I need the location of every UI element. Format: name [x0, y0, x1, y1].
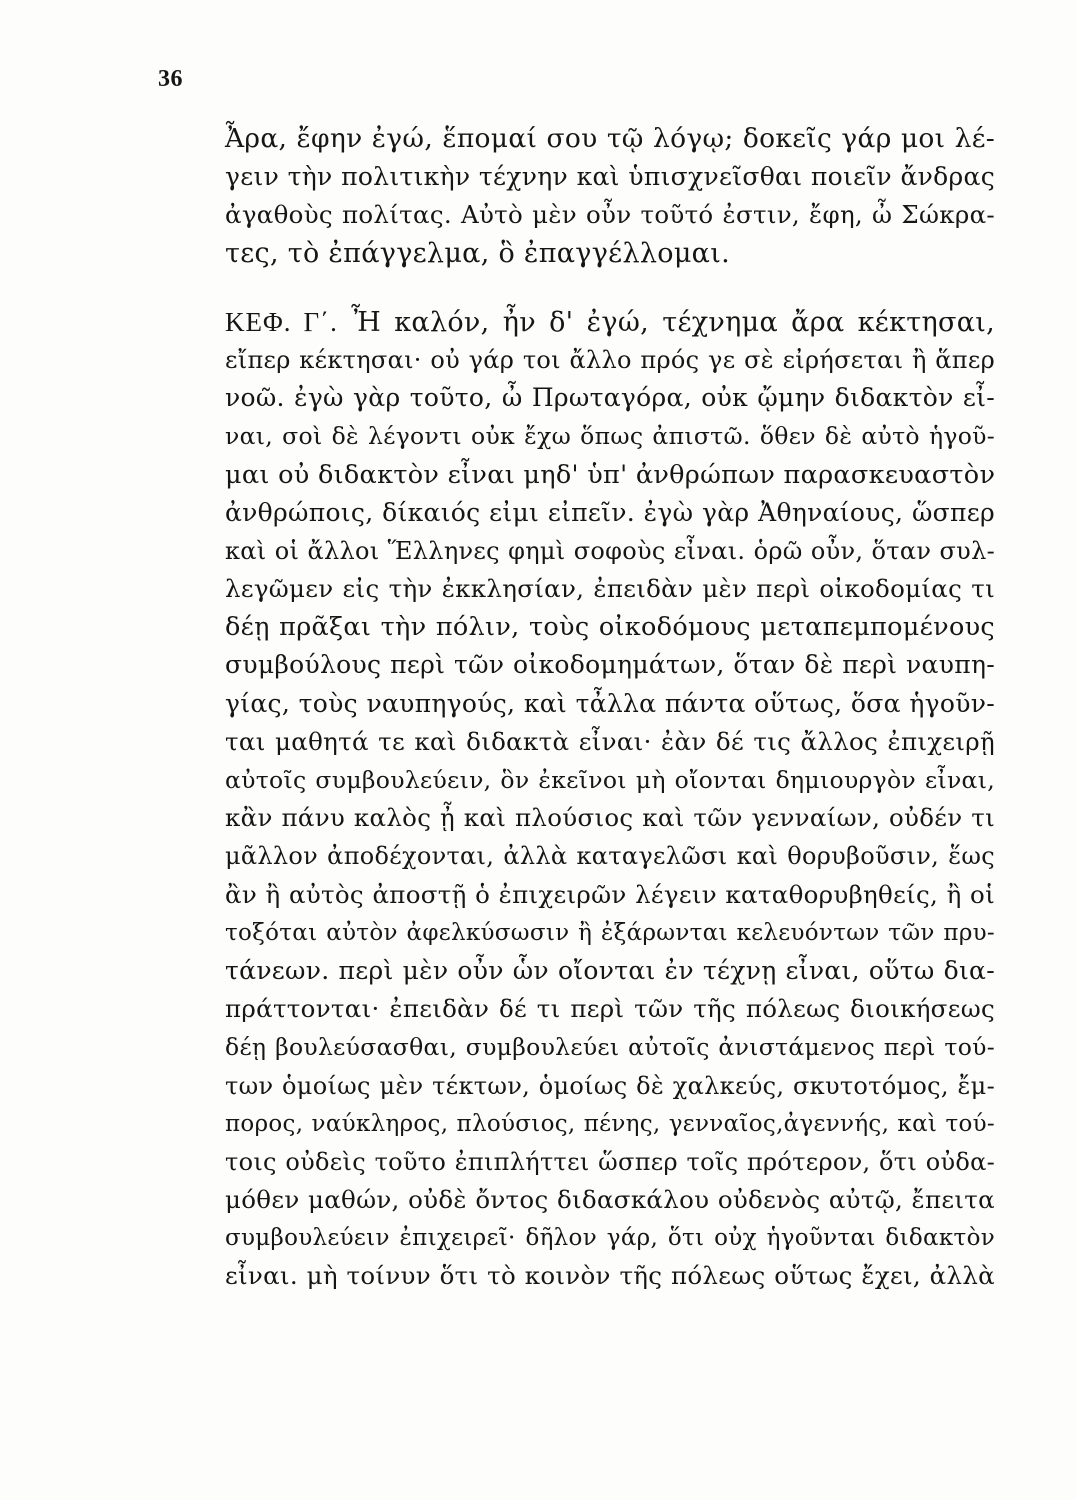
paragraph-1: [225, 120, 995, 273]
text-line-first: [225, 303, 995, 341]
text-line: ναι, σοὶ δὲ λέγοντι οὐκ ἔχω ὅπως ἀπιστῶ. ὅθεν δὲ αὐτὸ ἡγοῦ-: [225, 422, 995, 451]
text-line: ἀγαθοὺς πολίτας. Αὐτὸ μὲν οὖν τοῦτό ἐστιν, ἔφη, ὦ Σώκρα-: [225, 200, 995, 230]
text-line: ἂν ἢ αὐτὸς ἀποστῇ ὁ ἐπιχειρῶν λέγειν καταθορυβηθείς, ἢ οἱ: [225, 879, 995, 909]
text-line: καὶ οἱ ἄλλοι Ἕλληνες φημὶ σοφοὺς εἶναι. ὁρῶ οὖν, ὅταν συλ-: [225, 536, 995, 565]
text-line: πορος, ναύκληρος, πλούσιος, πένης, γενναῖος,ἀγεννής, καὶ τού-: [225, 1110, 995, 1137]
text-line: εἴπερ κέκτησαι· οὐ γάρ τοι ἄλλο πρός γε σὲ εἰρήσεται ἢ ἅπερ: [225, 345, 995, 374]
text-line: μᾶλλον ἀποδέχονται, ἀλλὰ καταγελῶσι καὶ θορυβοῦσιν, ἕως: [225, 842, 995, 871]
text-line: ἀνθρώποις, δίκαιός εἰμι εἰπεῖν. ἐγὼ γὰρ Ἀθηναίους, ὥσπερ: [225, 497, 995, 527]
text-line: γειν τὴν πολιτικὴν τέχνην καὶ ὑπισχνεῖσθαι ποιεῖν ἄνδρας: [225, 162, 995, 192]
main-text: [225, 120, 995, 1296]
text-line: κἂν πάνυ καλὸς ᾖ καὶ πλούσιος καὶ τῶν γενναίων, οὐδέν τι: [225, 803, 995, 833]
text-line: νοῶ. ἐγὼ γὰρ τοῦτο, ὦ Πρωταγόρα, οὐκ ᾤμην διδακτὸν εἶ-: [225, 383, 995, 413]
text-line: γίας, τοὺς ναυπηγούς, καὶ τἆλλα πάντα οὕτως, ὅσα ἡγοῦν-: [225, 688, 995, 718]
text-line: τες, τὸ ἐπάγγελμα, ὃ ἐπαγγέλλομαι.: [225, 237, 730, 269]
text-line: δέῃ πρᾶξαι τὴν πόλιν, τοὺς οἰκοδόμους μεταπεμπομένους: [225, 612, 995, 643]
text-line: συμβουλεύειν ἐπιχειρεῖ· δῆλον γάρ, ὅτι οὐχ ἡγοῦνται διδακτὸν: [225, 1225, 995, 1252]
text-line: τάνεων. περὶ μὲν οὖν ὧν οἴονται ἐν τέχνῃ εἶναι, οὕτω δια-: [225, 955, 995, 985]
text-line: εἶναι. μὴ τοίνυν ὅτι τὸ κοινὸν τῆς πόλεως οὕτως ἔχει, ἀλλὰ: [225, 1261, 995, 1291]
text-line: τοξόται αὐτὸν ἀφελκύσωσιν ἢ ἐξάρωνται κελευόντων τῶν πρυ-: [225, 919, 995, 946]
text-line: συμβούλους περὶ τῶν οἰκοδομημάτων, ὅταν δὲ περὶ ναυπη-: [225, 650, 995, 680]
text-line: Ἆρα, ἔφην ἐγώ, ἕπομαί σου τῷ λόγῳ; δοκεῖς γάρ μοι λέ-: [225, 123, 995, 154]
text-line: λεγῶμεν εἰς τὴν ἐκκλησίαν, ἐπειδὰν μὲν περὶ οἰκοδομίας τι: [225, 574, 995, 604]
text-line: μαι οὐ διδακτὸν εἶναι μηδ' ὑπ' ἀνθρώπων παρασκευαστὸν: [225, 459, 996, 490]
text-line: δέῃ βουλεύσασθαι, συμβουλεύει αὐτοῖς ἀνιστάμενος περὶ τού-: [225, 1033, 995, 1062]
text-line: μόθεν μαθών, οὐδὲ ὄντος διδασκάλου οὐδενὸς αὐτῷ, ἔπειτα: [225, 1185, 995, 1215]
page-number: 36: [158, 66, 183, 92]
text-line: ται μαθητά τε καὶ διδακτὰ εἶναι· ἐὰν δέ τις ἄλλος ἐπιχειρῇ: [225, 726, 995, 756]
text-line: πράττονται· ἐπειδὰν δέ τι περὶ τῶν τῆς πόλεως διοικήσεως: [225, 994, 995, 1024]
text-line: αὐτοῖς συμβουλεύειν, ὃν ἐκεῖνοι μὴ οἴονται δημιουργὸν εἶναι,: [225, 766, 995, 794]
text-line: των ὁμοίως μὲν τέκτων, ὁμοίως δὲ χαλκεύς, σκυτοτόμος, ἔμ-: [225, 1071, 995, 1100]
chapter-heading: ΚΕΦ. Γ΄.: [225, 306, 338, 337]
paragraph-2: [225, 303, 995, 1296]
text-line-content: Ἦ καλόν, ἦν δ' ἐγώ, τέχνημα ἄρα κέκτησαι,: [351, 306, 996, 338]
text-line: τοις οὐδεὶς τοῦτο ἐπιπλήττει ὥσπερ τοῖς πρότερον, ὅτι οὐδα-: [225, 1147, 995, 1176]
